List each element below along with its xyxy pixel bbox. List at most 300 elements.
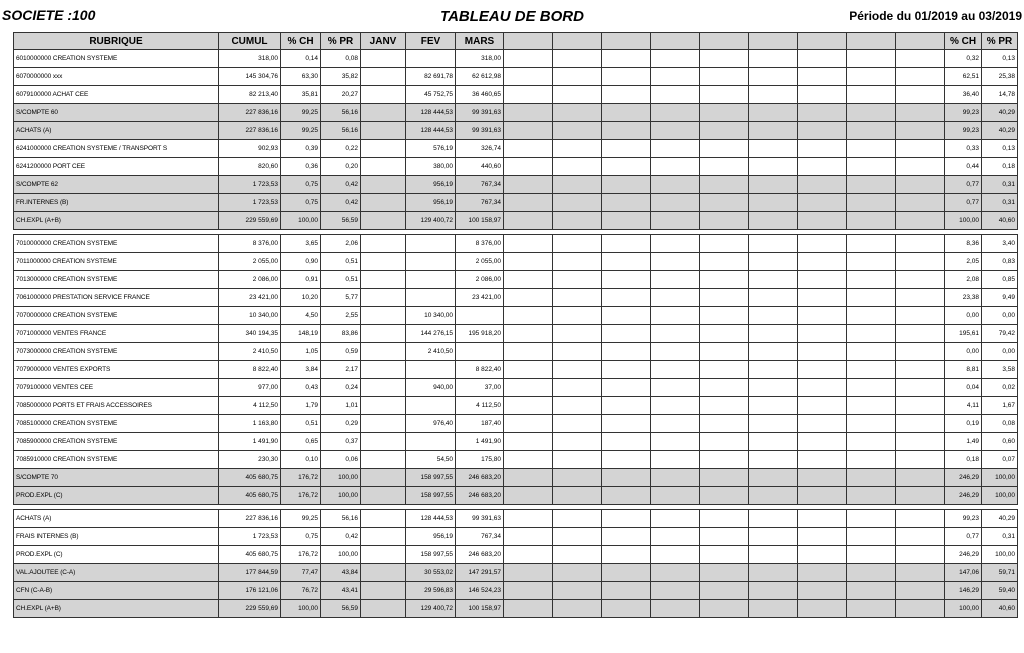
row-label: S/COMPTE 70 — [14, 469, 219, 487]
mars-cell: 246 683,20 — [456, 469, 504, 487]
fev-cell — [406, 271, 456, 289]
empty-month-cell — [553, 361, 602, 379]
pct-ch-cell: 1,79 — [281, 397, 321, 415]
mars-cell — [456, 307, 504, 325]
fev-cell: 129 400,72 — [406, 600, 456, 618]
empty-month-cell — [700, 600, 749, 618]
janv-cell — [361, 451, 406, 469]
cumul-cell: 2 055,00 — [219, 253, 281, 271]
col-header — [700, 33, 749, 50]
janv-cell — [361, 271, 406, 289]
dashboard-table — [13, 32, 1018, 618]
empty-month-cell — [749, 510, 798, 528]
empty-month-cell — [847, 528, 896, 546]
janv-cell — [361, 194, 406, 212]
pct-pr-cell: 0,24 — [321, 379, 361, 397]
period-label: Période du 01/2019 au 03/2019 — [849, 9, 1022, 23]
janv-cell — [361, 212, 406, 230]
empty-month-cell — [847, 600, 896, 618]
empty-month-cell — [896, 176, 945, 194]
empty-month-cell — [553, 379, 602, 397]
table-row — [14, 546, 1018, 564]
fev-cell: 29 596,83 — [406, 582, 456, 600]
janv-cell — [361, 307, 406, 325]
empty-month-cell — [700, 397, 749, 415]
row-label: 7085000000 PORTS ET FRAIS ACCESSOIRES — [14, 397, 219, 415]
fev-cell: 128 444,53 — [406, 104, 456, 122]
col-header — [651, 33, 700, 50]
empty-month-cell — [749, 140, 798, 158]
empty-month-cell — [651, 433, 700, 451]
janv-cell — [361, 343, 406, 361]
empty-month-cell — [847, 415, 896, 433]
empty-month-cell — [847, 564, 896, 582]
empty-month-cell — [798, 379, 847, 397]
empty-month-cell — [700, 122, 749, 140]
empty-month-cell — [504, 582, 553, 600]
total-pct-ch-cell: 146,29 — [945, 582, 982, 600]
empty-month-cell — [504, 271, 553, 289]
empty-month-cell — [749, 361, 798, 379]
empty-month-cell — [504, 194, 553, 212]
empty-month-cell — [700, 528, 749, 546]
cumul-cell: 1 163,80 — [219, 415, 281, 433]
empty-month-cell — [553, 600, 602, 618]
empty-month-cell — [602, 253, 651, 271]
empty-month-cell — [798, 253, 847, 271]
empty-month-cell — [847, 158, 896, 176]
janv-cell — [361, 415, 406, 433]
empty-month-cell — [700, 194, 749, 212]
total-pct-pr-cell: 3,40 — [982, 235, 1018, 253]
empty-month-cell — [847, 397, 896, 415]
janv-cell — [361, 86, 406, 104]
janv-cell — [361, 600, 406, 618]
empty-month-cell — [700, 433, 749, 451]
total-pct-ch-cell: 0,77 — [945, 528, 982, 546]
empty-month-cell — [896, 289, 945, 307]
empty-month-cell — [602, 528, 651, 546]
mars-cell: 36 460,65 — [456, 86, 504, 104]
pct-pr-cell: 43,84 — [321, 564, 361, 582]
empty-month-cell — [896, 253, 945, 271]
total-pct-pr-cell: 0,13 — [982, 50, 1018, 68]
mars-cell: 1 491,90 — [456, 433, 504, 451]
empty-month-cell — [896, 158, 945, 176]
col-header — [798, 33, 847, 50]
cumul-cell: 227 836,16 — [219, 510, 281, 528]
table-row — [14, 510, 1018, 528]
fev-cell: 144 276,15 — [406, 325, 456, 343]
empty-month-cell — [553, 433, 602, 451]
mars-cell: 100 158,97 — [456, 600, 504, 618]
empty-month-cell — [504, 86, 553, 104]
empty-month-cell — [553, 528, 602, 546]
pct-ch-cell: 176,72 — [281, 469, 321, 487]
row-label: 7071000000 VENTES FRANCE — [14, 325, 219, 343]
pct-pr-cell: 0,22 — [321, 140, 361, 158]
row-label: 7011000000 CREATION SYSTEME — [14, 253, 219, 271]
cumul-cell: 227 836,16 — [219, 104, 281, 122]
total-pct-pr-cell: 0,18 — [982, 158, 1018, 176]
empty-month-cell — [749, 433, 798, 451]
empty-month-cell — [553, 397, 602, 415]
fev-cell: 45 752,75 — [406, 86, 456, 104]
empty-month-cell — [749, 50, 798, 68]
table-row — [14, 50, 1018, 68]
col-header — [896, 33, 945, 50]
cumul-cell: 2 410,50 — [219, 343, 281, 361]
empty-month-cell — [700, 546, 749, 564]
cumul-cell: 145 304,76 — [219, 68, 281, 86]
empty-month-cell — [847, 325, 896, 343]
row-label: 7085910000 CREATION SYSTEME — [14, 451, 219, 469]
table-row — [14, 582, 1018, 600]
fev-cell: 380,00 — [406, 158, 456, 176]
empty-month-cell — [798, 68, 847, 86]
empty-month-cell — [847, 212, 896, 230]
table-row — [14, 564, 1018, 582]
total-pct-ch-cell: 8,36 — [945, 235, 982, 253]
empty-month-cell — [602, 469, 651, 487]
empty-month-cell — [553, 271, 602, 289]
empty-month-cell — [798, 158, 847, 176]
pct-ch-cell: 3,84 — [281, 361, 321, 379]
empty-month-cell — [651, 528, 700, 546]
empty-month-cell — [749, 469, 798, 487]
fev-cell: 2 410,50 — [406, 343, 456, 361]
empty-month-cell — [700, 325, 749, 343]
janv-cell — [361, 158, 406, 176]
empty-month-cell — [749, 104, 798, 122]
empty-month-cell — [700, 582, 749, 600]
empty-month-cell — [602, 289, 651, 307]
janv-cell — [361, 140, 406, 158]
total-pct-ch-cell: 147,06 — [945, 564, 982, 582]
total-pct-pr-cell: 0,85 — [982, 271, 1018, 289]
mars-cell: 2 055,00 — [456, 253, 504, 271]
empty-month-cell — [896, 546, 945, 564]
total-pct-pr-cell: 59,71 — [982, 564, 1018, 582]
empty-month-cell — [504, 397, 553, 415]
empty-month-cell — [504, 510, 553, 528]
fev-cell — [406, 50, 456, 68]
mars-cell: 318,00 — [456, 50, 504, 68]
empty-month-cell — [749, 582, 798, 600]
empty-month-cell — [798, 271, 847, 289]
pct-pr-cell: 0,20 — [321, 158, 361, 176]
empty-month-cell — [847, 469, 896, 487]
table-row — [14, 600, 1018, 618]
empty-month-cell — [700, 68, 749, 86]
cumul-cell: 340 194,35 — [219, 325, 281, 343]
pct-ch-cell: 0,51 — [281, 415, 321, 433]
mars-cell: 23 421,00 — [456, 289, 504, 307]
report-header — [0, 0, 1024, 30]
empty-month-cell — [504, 600, 553, 618]
empty-month-cell — [651, 325, 700, 343]
table-row — [14, 433, 1018, 451]
fev-cell — [406, 433, 456, 451]
pct-ch-cell: 35,81 — [281, 86, 321, 104]
row-label: 7085900000 CREATION SYSTEME — [14, 433, 219, 451]
empty-month-cell — [896, 194, 945, 212]
total-pct-ch-cell: 23,38 — [945, 289, 982, 307]
empty-month-cell — [553, 415, 602, 433]
col-header — [504, 33, 553, 50]
total-pct-ch-cell: 246,29 — [945, 546, 982, 564]
table-row — [14, 343, 1018, 361]
cumul-cell: 177 844,59 — [219, 564, 281, 582]
table-row — [14, 379, 1018, 397]
empty-month-cell — [504, 158, 553, 176]
total-pct-ch-cell: 100,00 — [945, 212, 982, 230]
empty-month-cell — [847, 451, 896, 469]
col-header: % CH — [281, 33, 321, 50]
empty-month-cell — [749, 451, 798, 469]
cumul-cell: 1 723,53 — [219, 176, 281, 194]
empty-month-cell — [798, 86, 847, 104]
pct-pr-cell: 100,00 — [321, 469, 361, 487]
empty-month-cell — [896, 469, 945, 487]
empty-month-cell — [896, 600, 945, 618]
empty-month-cell — [504, 253, 553, 271]
empty-month-cell — [700, 361, 749, 379]
empty-month-cell — [553, 325, 602, 343]
mars-cell: 175,80 — [456, 451, 504, 469]
empty-month-cell — [749, 253, 798, 271]
empty-month-cell — [749, 528, 798, 546]
janv-cell — [361, 379, 406, 397]
row-label: ACHATS (A) — [14, 510, 219, 528]
empty-month-cell — [504, 528, 553, 546]
empty-month-cell — [504, 343, 553, 361]
empty-month-cell — [651, 86, 700, 104]
empty-month-cell — [504, 122, 553, 140]
empty-month-cell — [847, 289, 896, 307]
empty-month-cell — [602, 564, 651, 582]
empty-month-cell — [553, 194, 602, 212]
empty-month-cell — [651, 510, 700, 528]
pct-pr-cell: 0,42 — [321, 176, 361, 194]
empty-month-cell — [602, 122, 651, 140]
empty-month-cell — [504, 469, 553, 487]
total-pct-ch-cell: 0,77 — [945, 194, 982, 212]
pct-ch-cell: 0,90 — [281, 253, 321, 271]
empty-month-cell — [700, 415, 749, 433]
empty-month-cell — [749, 546, 798, 564]
table-row — [14, 487, 1018, 505]
total-pct-pr-cell: 14,78 — [982, 86, 1018, 104]
cumul-cell: 229 559,69 — [219, 600, 281, 618]
pct-ch-cell: 0,14 — [281, 50, 321, 68]
pct-pr-cell: 2,17 — [321, 361, 361, 379]
total-pct-ch-cell: 0,00 — [945, 343, 982, 361]
empty-month-cell — [896, 564, 945, 582]
empty-month-cell — [700, 307, 749, 325]
report-title: TABLEAU DE BORD — [440, 8, 584, 25]
fev-cell: 129 400,72 — [406, 212, 456, 230]
pct-ch-cell: 0,75 — [281, 194, 321, 212]
empty-month-cell — [602, 158, 651, 176]
fev-cell: 158 997,55 — [406, 487, 456, 505]
empty-month-cell — [504, 235, 553, 253]
pct-ch-cell: 0,43 — [281, 379, 321, 397]
empty-month-cell — [651, 104, 700, 122]
empty-month-cell — [798, 176, 847, 194]
empty-month-cell — [553, 158, 602, 176]
empty-month-cell — [651, 487, 700, 505]
total-pct-ch-cell: 0,32 — [945, 50, 982, 68]
row-label: 6079100000 ACHAT CEE — [14, 86, 219, 104]
empty-month-cell — [847, 582, 896, 600]
empty-month-cell — [847, 379, 896, 397]
empty-month-cell — [896, 510, 945, 528]
pct-ch-cell: 100,00 — [281, 600, 321, 618]
empty-month-cell — [896, 68, 945, 86]
table-body — [14, 50, 1018, 618]
col-header: MARS — [456, 33, 504, 50]
empty-month-cell — [602, 361, 651, 379]
row-label: 7073000000 CREATION SYSTEME — [14, 343, 219, 361]
table-row — [14, 68, 1018, 86]
table-row — [14, 235, 1018, 253]
janv-cell — [361, 235, 406, 253]
empty-month-cell — [651, 158, 700, 176]
cumul-cell: 820,60 — [219, 158, 281, 176]
empty-month-cell — [602, 176, 651, 194]
pct-pr-cell: 1,01 — [321, 397, 361, 415]
empty-month-cell — [504, 140, 553, 158]
table-row — [14, 194, 1018, 212]
empty-month-cell — [700, 140, 749, 158]
janv-cell — [361, 469, 406, 487]
row-label: PROD.EXPL (C) — [14, 487, 219, 505]
col-header: JANV — [361, 33, 406, 50]
mars-cell: 62 612,98 — [456, 68, 504, 86]
empty-month-cell — [749, 307, 798, 325]
pct-ch-cell: 77,47 — [281, 564, 321, 582]
empty-month-cell — [602, 582, 651, 600]
empty-month-cell — [847, 307, 896, 325]
total-pct-ch-cell: 2,05 — [945, 253, 982, 271]
empty-month-cell — [651, 289, 700, 307]
total-pct-ch-cell: 0,18 — [945, 451, 982, 469]
table-row — [14, 212, 1018, 230]
empty-month-cell — [651, 379, 700, 397]
total-pct-ch-cell: 4,11 — [945, 397, 982, 415]
empty-month-cell — [798, 343, 847, 361]
total-pct-ch-cell: 0,77 — [945, 176, 982, 194]
empty-month-cell — [504, 176, 553, 194]
empty-month-cell — [749, 68, 798, 86]
empty-month-cell — [749, 271, 798, 289]
mars-cell: 440,60 — [456, 158, 504, 176]
cumul-cell: 23 421,00 — [219, 289, 281, 307]
empty-month-cell — [553, 469, 602, 487]
total-pct-pr-cell: 100,00 — [982, 546, 1018, 564]
empty-month-cell — [602, 271, 651, 289]
pct-ch-cell: 0,75 — [281, 176, 321, 194]
pct-ch-cell: 1,05 — [281, 343, 321, 361]
cumul-cell: 1 723,53 — [219, 194, 281, 212]
empty-month-cell — [847, 343, 896, 361]
fev-cell: 30 553,02 — [406, 564, 456, 582]
pct-ch-cell: 0,39 — [281, 140, 321, 158]
table-row — [14, 397, 1018, 415]
empty-month-cell — [798, 487, 847, 505]
total-pct-pr-cell: 0,83 — [982, 253, 1018, 271]
empty-month-cell — [700, 487, 749, 505]
total-pct-ch-cell: 99,23 — [945, 510, 982, 528]
empty-month-cell — [602, 343, 651, 361]
empty-month-cell — [896, 397, 945, 415]
fev-cell — [406, 361, 456, 379]
total-pct-pr-cell: 0,00 — [982, 307, 1018, 325]
empty-month-cell — [847, 68, 896, 86]
pct-ch-cell: 0,75 — [281, 528, 321, 546]
total-pct-pr-cell: 3,58 — [982, 361, 1018, 379]
empty-month-cell — [553, 122, 602, 140]
mars-cell: 99 391,63 — [456, 122, 504, 140]
pct-pr-cell: 2,06 — [321, 235, 361, 253]
janv-cell — [361, 582, 406, 600]
mars-cell: 246 683,20 — [456, 487, 504, 505]
empty-month-cell — [798, 194, 847, 212]
fev-cell — [406, 289, 456, 307]
row-label: 7079100000 VENTES CEE — [14, 379, 219, 397]
empty-month-cell — [651, 122, 700, 140]
empty-month-cell — [651, 343, 700, 361]
pct-pr-cell: 43,41 — [321, 582, 361, 600]
empty-month-cell — [798, 469, 847, 487]
empty-month-cell — [504, 487, 553, 505]
cumul-cell: 977,00 — [219, 379, 281, 397]
empty-month-cell — [700, 158, 749, 176]
empty-month-cell — [602, 510, 651, 528]
total-pct-ch-cell: 62,51 — [945, 68, 982, 86]
empty-month-cell — [553, 510, 602, 528]
empty-month-cell — [896, 122, 945, 140]
pct-ch-cell: 99,25 — [281, 122, 321, 140]
cumul-cell: 82 213,40 — [219, 86, 281, 104]
janv-cell — [361, 176, 406, 194]
empty-month-cell — [651, 307, 700, 325]
empty-month-cell — [749, 325, 798, 343]
empty-month-cell — [602, 433, 651, 451]
empty-month-cell — [896, 379, 945, 397]
total-pct-pr-cell: 40,60 — [982, 600, 1018, 618]
total-pct-pr-cell: 40,29 — [982, 510, 1018, 528]
janv-cell — [361, 510, 406, 528]
empty-month-cell — [700, 176, 749, 194]
empty-month-cell — [602, 212, 651, 230]
pct-ch-cell: 4,50 — [281, 307, 321, 325]
mars-cell: 326,74 — [456, 140, 504, 158]
janv-cell — [361, 50, 406, 68]
empty-month-cell — [504, 433, 553, 451]
row-label: PROD.EXPL (C) — [14, 546, 219, 564]
total-pct-ch-cell: 0,00 — [945, 307, 982, 325]
cumul-cell: 8 822,40 — [219, 361, 281, 379]
janv-cell — [361, 104, 406, 122]
row-label: 7061000000 PRESTATION SERVICE FRANCE — [14, 289, 219, 307]
total-pct-pr-cell: 40,29 — [982, 122, 1018, 140]
table-row — [14, 122, 1018, 140]
col-header: FEV — [406, 33, 456, 50]
empty-month-cell — [700, 212, 749, 230]
total-pct-ch-cell: 246,29 — [945, 487, 982, 505]
